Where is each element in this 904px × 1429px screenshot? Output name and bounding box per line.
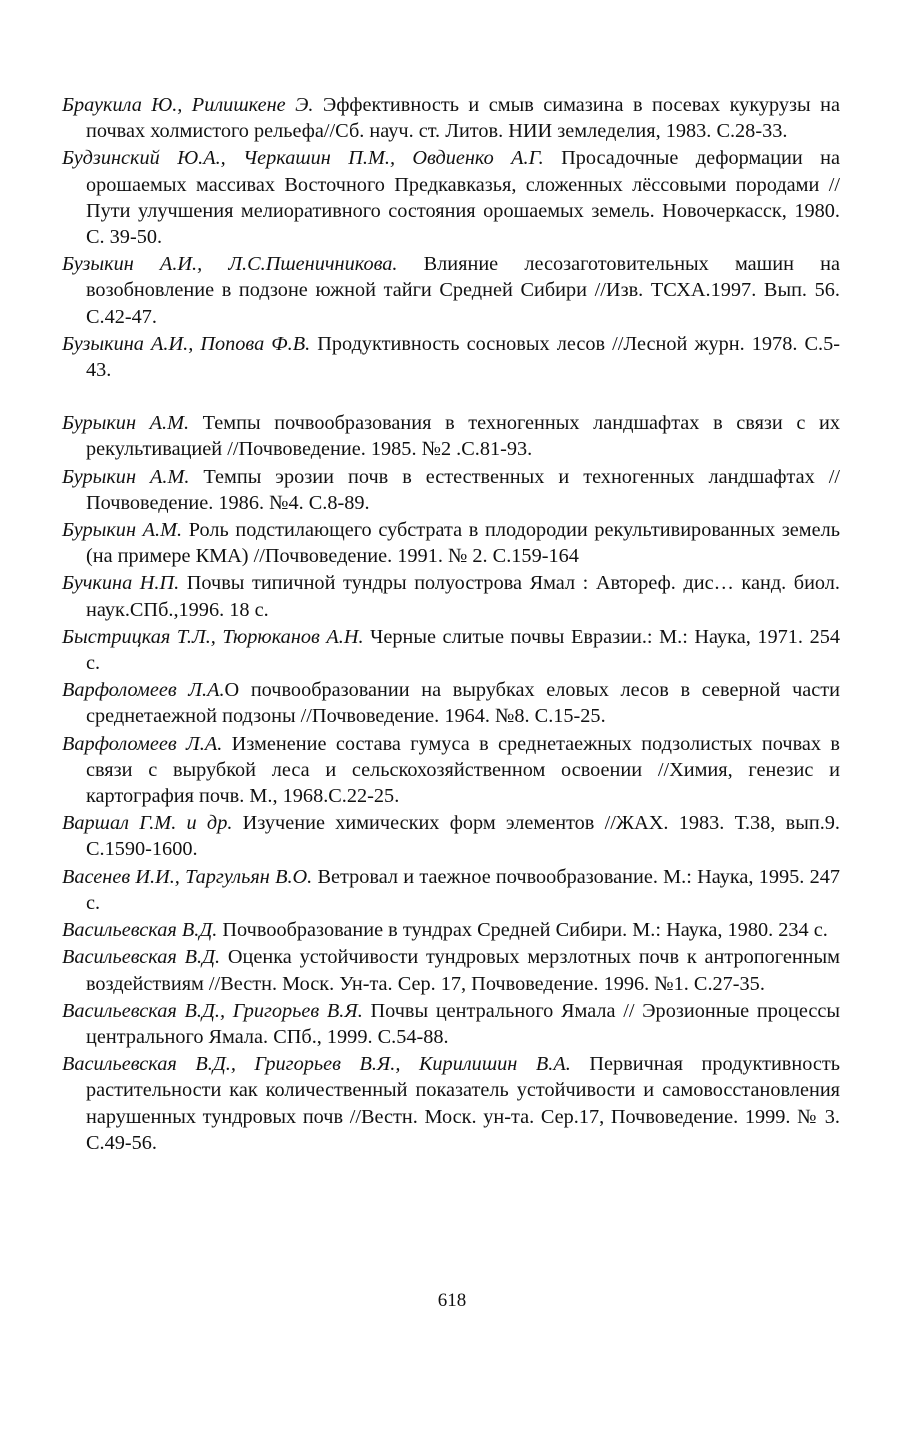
reference-author: Варфоломеев Л.А.	[62, 732, 223, 755]
reference-entry	[62, 731, 840, 810]
reference-entry	[62, 1051, 840, 1156]
reference-entry	[62, 464, 840, 516]
reference-text: Почвы центрального Ямала // Эрозионные процессы центрального Ямала. СПб., 1999. С.54-88.	[86, 999, 840, 1048]
reference-text: Изменение состава гумуса в среднетаежных подзолистых почвах в связи с вырубкой леса и сельскохозяйственном освоении //Химия, генезис и картография почв. М., 1968.С.22-25.	[86, 732, 840, 808]
reference-author: Быстрицкая Т.Л., Тюрюканов А.Н.	[62, 625, 364, 648]
reference-author: Будзинский Ю.А., Черкашин П.М., Овдиенко А.Г.	[62, 147, 544, 170]
reference-entry	[62, 570, 840, 622]
reference-entry	[62, 517, 840, 569]
reference-author: Бузыкин А.И., Л.С.Пшеничникова.	[62, 253, 398, 276]
reference-author: Васильевская В.Д.	[62, 946, 221, 969]
reference-text: Влияние лесозаготовительных машин на возобновление в подзоне южной тайги Средней Сибири //Изв. ТСХА.1997. Вып. 56. С.42-47.	[86, 253, 840, 328]
reference-author: Браукила Ю., Рилишкене Э.	[62, 94, 314, 116]
reference-entry	[62, 92, 840, 144]
reference-text: О почвообразовании на вырубках еловых лесов в северной части среднетаежной подзоны //Почвоведение. 1964. №8. С.15-25.	[86, 679, 840, 728]
reference-text: Темпы почвообразования в техногенных ландшафтах в связи с их рекультивацией //Почвоведение. 1985. №2 .С.81-93.	[86, 412, 840, 461]
reference-entry	[62, 944, 840, 996]
reference-text: Изучение химических форм элементов //ЖАХ. 1983. Т.38, вып.9. С.1590-1600.	[86, 812, 840, 861]
reference-text: Продуктивность сосновых лесов //Лесной журн. 1978. С.5-43.	[86, 332, 840, 382]
reference-author: Бурыкин А.М.	[62, 465, 190, 488]
reference-entry	[62, 864, 840, 916]
reference-text: Почвообразование в тундрах Средней Сибири. М.: Наука, 1980. 234 с.	[217, 919, 828, 942]
reference-author: Бурыкин А.М.	[62, 519, 183, 542]
reference-author: Васильевская В.Д.	[62, 919, 218, 942]
reference-author: Бузыкина А.И., Попова Ф.В.	[62, 332, 311, 355]
reference-text: Оценка устойчивости тундровых мерзлотных почв к антропогенным воздействиям //Вестн. Моск. Ун-та. Сер. 17, Почвоведение. 1996. №1. С.27-35.	[86, 946, 840, 995]
reference-entry	[62, 145, 840, 250]
reference-text: Черные слитые почвы Евразии.: М.: Наука, 1971. 254 с.	[86, 625, 840, 675]
reference-text: Эффективность и смыв симазина в посевах кукурузы на почвах холмистого рельефа//Сб. науч. ст. Литов. НИИ земледелия, 1983. С.28-33.	[86, 94, 840, 143]
reference-entry	[62, 917, 840, 943]
reference-author: Бучкина Н.П.	[62, 572, 180, 595]
reference-author: Васильевская В.Д., Григорьев В.Я., Кирилишин В.А.	[62, 1053, 571, 1076]
reference-entry	[62, 624, 840, 676]
reference-text: Почвы типичной тундры полуострова Ямал : Автореф. дис… канд. биол. наук.СПб.,1996. 18 с.	[86, 572, 840, 621]
reference-author: Бурыкин А.М.	[62, 412, 190, 435]
reference-text: Просадочные деформации на орошаемых массивах Восточного Предкавказья, сложенных лёссовыми породами // Пути улучшения мелиоративного состояния орошаемых земель. Новочеркасск, 1980. С. 39-50.	[86, 147, 840, 249]
reference-entry	[62, 251, 840, 330]
reference-author: Варфоломеев Л.А.	[62, 679, 225, 702]
reference-text: Роль подстилающего субстрата в плодородии рекультивированных земель (на примере КМА) //Почвоведение. 1991. № 2. С.159-164	[86, 519, 840, 568]
reference-entry	[62, 677, 840, 729]
page-number: 618	[437, 1290, 467, 1311]
reference-entry	[62, 410, 840, 462]
reference-entry	[62, 331, 840, 383]
reference-entry	[62, 810, 840, 862]
reference-text: Первичная продуктивность растительности как количественный показатель устойчивости и самовосстановления нарушенных тундровых почв //Вестн. Моск. ун-та. Сер.17, Почвоведение. 1999. № 3. С.49-56.	[86, 1053, 840, 1154]
reference-list	[62, 92, 840, 1157]
reference-author: Васенев И.И., Таргульян В.О.	[62, 865, 313, 888]
reference-author: Варшал Г.М. и др.	[62, 812, 233, 835]
reference-entry	[62, 998, 840, 1050]
reference-author: Васильевская В.Д., Григорьев В.Я.	[62, 999, 363, 1022]
reference-text: Темпы эрозии почв в естественных и техногенных ландшафтах //Почвоведение. 1986. №4. С.8-89.	[86, 465, 840, 514]
reference-text: Ветровал и таежное почвообразование. М.: Наука, 1995. 247 с.	[86, 865, 840, 914]
